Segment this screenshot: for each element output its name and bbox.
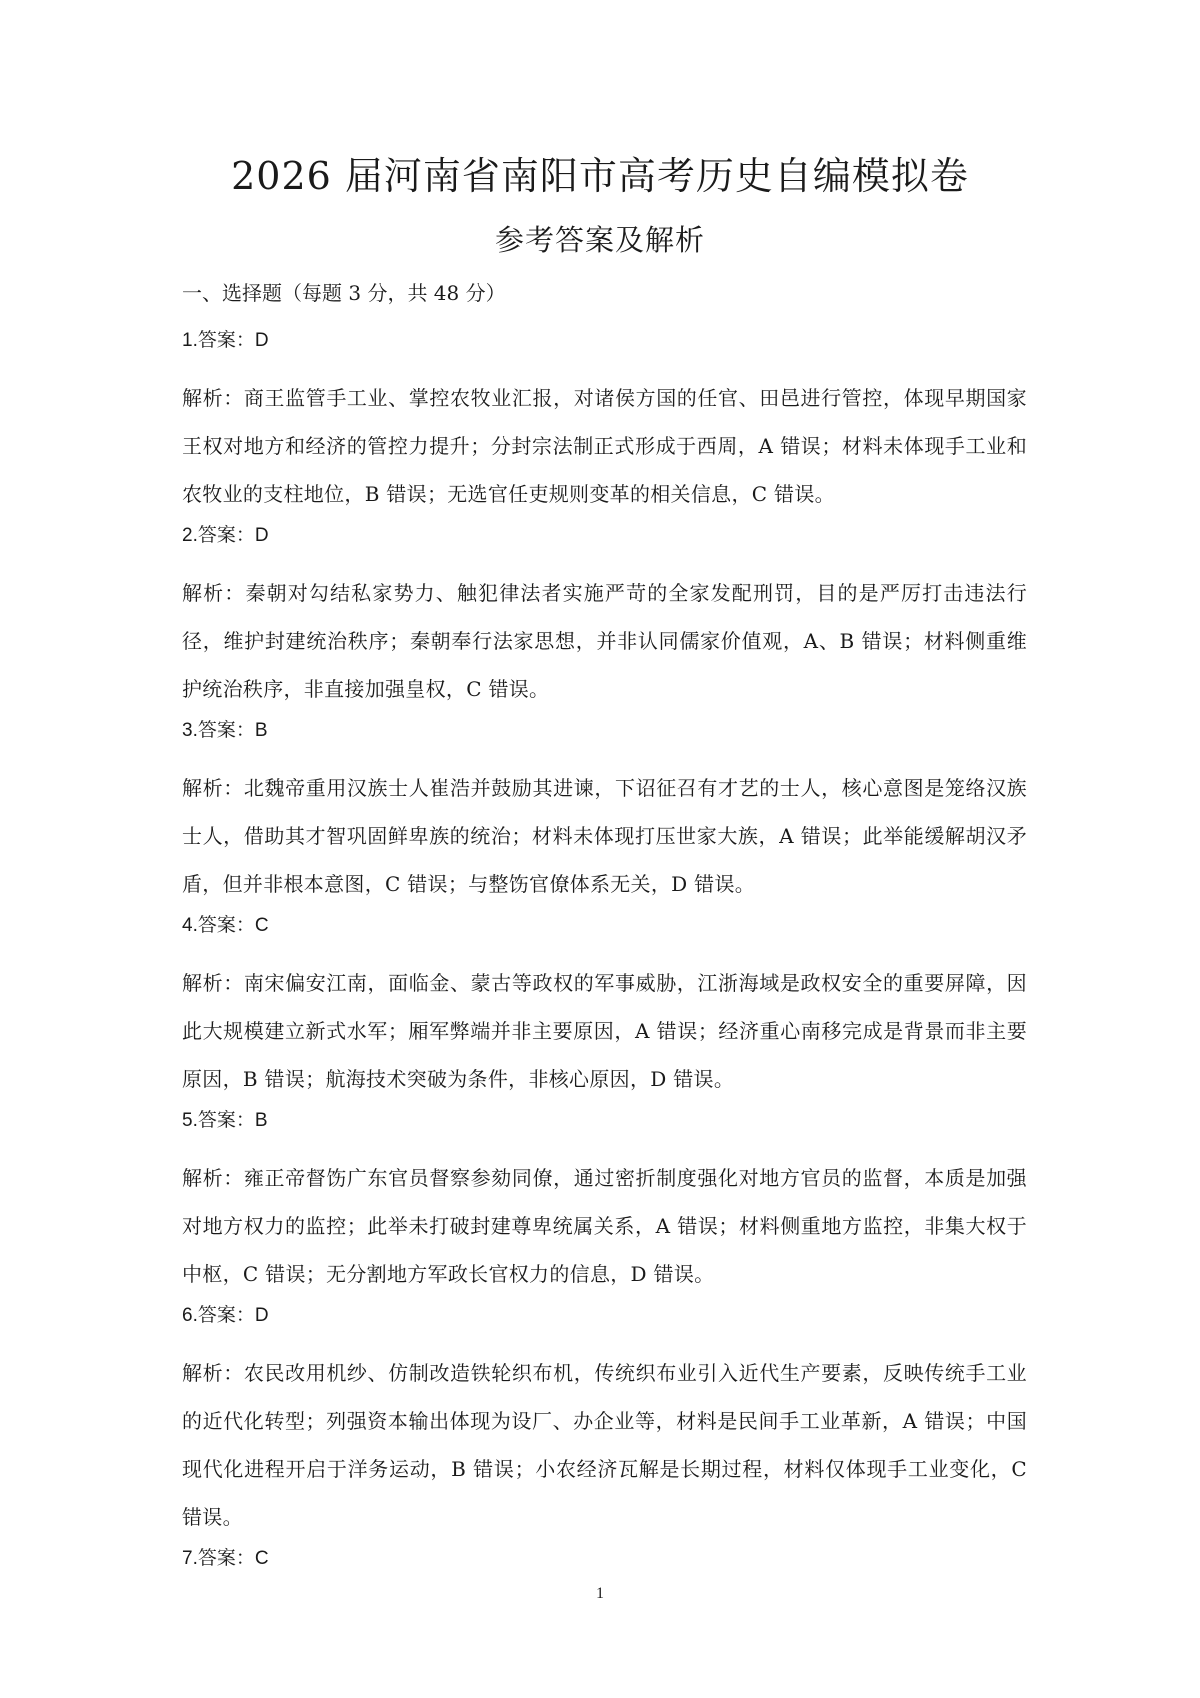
section-heading: 一、选择题（每题 3 分，共 48 分） <box>182 281 506 305</box>
answer-item-6 <box>182 1301 1027 1544</box>
answer-item-3 <box>182 716 1027 911</box>
answer-content <box>182 278 1027 1592</box>
answer-item-1 <box>182 326 1027 521</box>
document-subtitle: 参考答案及解析 <box>494 223 705 257</box>
analysis-text: 解析：雍正帝督饬广东官员督察参劾同僚，通过密折制度强化对地方官员的监督，本质是加强对地方权力的监控；此举未打破封建尊卑统属关系，A 错误；材料侧重地方监控，非集大权于中枢，C 错误；无分割地方军政长官权力的信息，D 错误。 <box>182 1166 1027 1286</box>
analysis-text: 解析：秦朝对勾结私家势力、触犯律法者实施严苛的全家发配刑罚，目的是严厉打击违法行径，维护封建统治秩序；秦朝奉行法家思想，并非认同儒家价值观，A、B 错误；材料侧重维护统治秩序，非直接加强皇权，C 错误。 <box>182 581 1027 701</box>
answer-item-4 <box>182 911 1027 1106</box>
analysis-text: 解析：南宋偏安江南，面临金、蒙古等政权的军事威胁，江浙海域是政权安全的重要屏障，因此大规模建立新式水军；厢军弊端并非主要原因，A 错误；经济重心南移完成是背景而非主要原因，B 错误；航海技术突破为条件，非核心原因，D 错误。 <box>182 971 1027 1091</box>
answer-item-5 <box>182 1106 1027 1301</box>
answer-label: 1.答案：D <box>182 330 269 351</box>
answer-item-7 <box>182 1544 1027 1574</box>
page-number: 1 <box>596 1585 604 1602</box>
answer-label: 5.答案：B <box>182 1110 268 1131</box>
analysis-text: 解析：农民改用机纱、仿制改造铁轮织布机，传统织布业引入近代生产要素，反映传统手工业的近代化转型；列强资本输出体现为设厂、办企业等，材料是民间手工业革新，A 错误；中国现代化进程开启于洋务运动，B 错误；小农经济瓦解是长期过程，材料仅体现手工业变化，C 错误。 <box>182 1361 1027 1529</box>
document-title: 2026 届河南省南阳市高考历史自编模拟卷 <box>231 154 969 198</box>
answer-label: 6.答案：D <box>182 1305 269 1326</box>
answer-label: 4.答案：C <box>182 915 269 936</box>
answer-label: 7.答案：C <box>182 1548 269 1569</box>
answer-label: 2.答案：D <box>182 525 269 546</box>
answer-label: 3.答案：B <box>182 720 268 741</box>
answer-item-2 <box>182 521 1027 716</box>
analysis-text: 解析：北魏帝重用汉族士人崔浩并鼓励其进谏，下诏征召有才艺的士人，核心意图是笼络汉族士人，借助其才智巩固鲜卑族的统治；材料未体现打压世家大族，A 错误；此举能缓解胡汉矛盾，但并非根本意图，C 错误；与整饬官僚体系无关，D 错误。 <box>182 776 1027 896</box>
analysis-text: 解析：商王监管手工业、掌控农牧业汇报，对诸侯方国的任官、田邑进行管控，体现早期国家王权对地方和经济的管控力提升；分封宗法制正式形成于西周，A 错误；材料未体现手工业和农牧业的支柱地位，B 错误；无选官任吏规则变革的相关信息，C 错误。 <box>182 386 1027 506</box>
